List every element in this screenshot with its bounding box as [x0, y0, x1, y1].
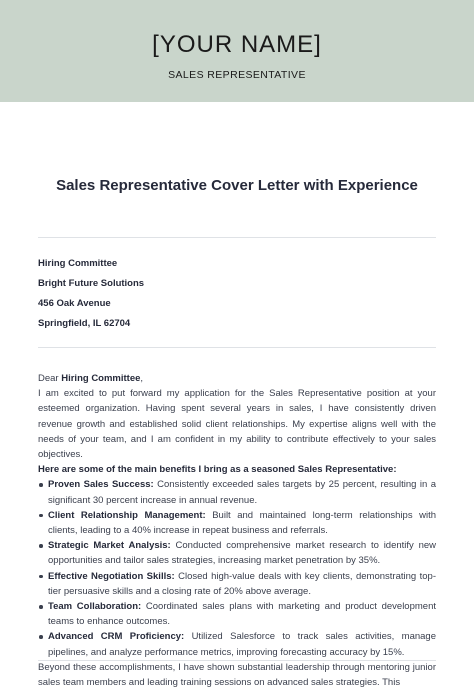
- salutation-name: Hiring Committee: [61, 373, 141, 384]
- divider: [38, 237, 436, 238]
- list-item: Team Collaboration: Coordinated sales plans with marketing and product development teams to enhance outcomes.: [38, 599, 436, 629]
- applicant-name: [YOUR NAME]: [152, 31, 322, 58]
- list-item: Strategic Market Analysis: Conducted comprehensive market research to identify new opportunities and tailor sales strategies, increasing market penetration by 35%.: [38, 538, 436, 568]
- list-item: Advanced CRM Proficiency: Utilized Salesforce to track sales activities, manage pipelines, and analyze performance metrics, improving forecasting accuracy by 15%.: [38, 629, 436, 659]
- header-banner: [0, 0, 474, 102]
- divider: [38, 347, 436, 348]
- list-item: Effective Negotiation Skills: Closed high-value deals with key clients, demonstrating top-tier persuasive skills and a closing rate of 20% above average.: [38, 569, 436, 599]
- intro-paragraph: I am excited to put forward my application for the Sales Representative position at your esteemed organization. Having spent several years in sales, I have consistently driven revenue growth and established solid client relationships. My expertise aligns well with the needs of your team, and I am confident in my ability to contribute effectively to your sales objectives.: [38, 388, 436, 461]
- recipient-company: Bright Future Solutions: [38, 278, 145, 289]
- recipient-name: Hiring Committee: [38, 258, 118, 269]
- closing-paragraph: Beyond these accomplishments, I have shown substantial leadership through mentoring junior sales team members and leading training sessions on advanced sales strategies. This: [38, 661, 436, 689]
- document-title: Sales Representative Cover Letter with Experience: [56, 177, 418, 194]
- benefits-heading: Here are some of the main benefits I bring as a seasoned Sales Representative:: [38, 464, 397, 476]
- list-item: Client Relationship Management: Built and maintained long-term relationships with clients, leading to a 40% increase in repeat business and referrals.: [38, 508, 436, 538]
- recipient-city: Springfield, IL 62704: [38, 318, 131, 329]
- recipient-street: 456 Oak Avenue: [38, 298, 111, 309]
- applicant-role: SALES REPRESENTATIVE: [168, 69, 306, 81]
- list-item: Proven Sales Success: Consistently exceeded sales targets by 25 percent, resulting in a significant 30 percent increase in annual revenue.: [38, 477, 436, 507]
- divider: [38, 660, 436, 661]
- benefits-list: [38, 477, 436, 659]
- salutation: Dear Hiring Committee,: [38, 373, 144, 384]
- letter-body: [38, 371, 436, 690]
